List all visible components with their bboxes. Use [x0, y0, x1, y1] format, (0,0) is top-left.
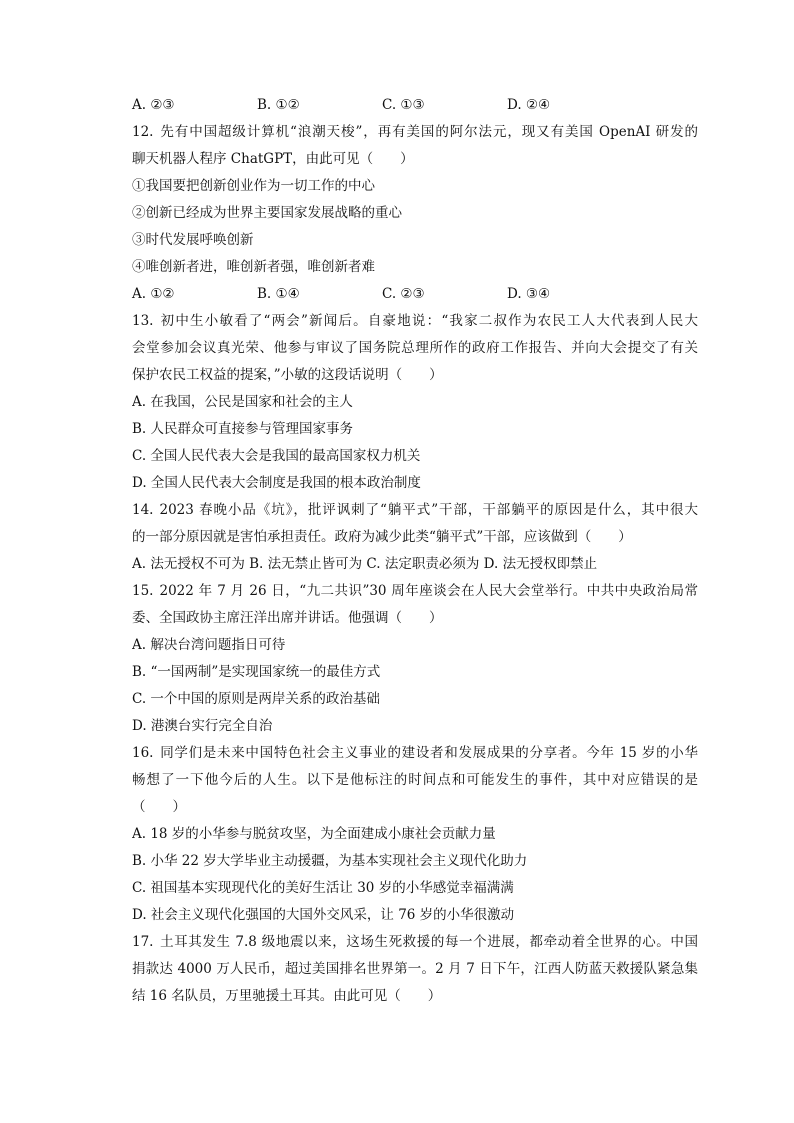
q13-stem-line-2: 会堂参加会议真光荣、他参与审议了国务院总理所作的政府工作报告、并向大会提交了有关: [132, 340, 698, 356]
q14-stem-line-2: 的一部分原因就是害怕承担责任。政府为减少此类“躺平式”干部，应该做到（ ）: [132, 529, 632, 545]
q15-option-d: D. 港澳台实行完全自治: [132, 718, 273, 734]
q12-statement-2: ②创新已经成为世界主要国家发展战略的重心: [132, 205, 402, 221]
q15-option-a: A. 解决台湾问题指日可待: [132, 637, 286, 653]
q13-option-c: C. 全国人民代表大会是我国的最高国家权力机关: [132, 448, 421, 464]
q13-stem-line-3: 保护农民工权益的提案，”小敏的这段话说明（ ）: [132, 367, 443, 383]
q17-stem-line-3: 结 16 名队员，万里驰援土耳其。由此可见（ ）: [132, 988, 442, 1004]
q16-stem-line-1: 16. 同学们是未来中国特色社会主义事业的建设者和发展成果的分享者。今年 15 岁的小华: [132, 745, 698, 761]
q15-stem-line-1: 15. 2022 年 7 月 26 日，“九二共识”30 周年座谈会在人民大会堂举行。中共中央政治局常: [132, 583, 698, 599]
q16-stem-line-3: （ ）: [132, 799, 186, 815]
q16-option-b: B. 小华 22 岁大学毕业主动援疆，为基本实现社会主义现代化助力: [132, 853, 528, 869]
q12-statement-1: ①我国要把创新创业作为一切工作的中心: [132, 178, 375, 194]
q12-option-c: C. ②③: [382, 286, 425, 302]
q12-option-a: A. ①②: [132, 286, 175, 302]
q16-number: 16.: [132, 745, 154, 761]
q14-stem-line-1: 14. 2023 春晚小品《坑》，批评讽刺了“躺平式”干部，干部躺平的原因是什么，其中很大: [132, 502, 698, 518]
q16-option-d: D. 社会主义现代化强国的大国外交风采，让 76 岁的小华很激动: [132, 907, 515, 923]
q16-option-a: A. 18 岁的小华参与脱贫攻坚，为全面建成小康社会贡献力量: [132, 826, 496, 842]
q12-stem-line-2: 聊天机器人程序 ChatGPT，由此可见（ ）: [132, 151, 414, 167]
q13-stem-line-1: 13. 初中生小敏看了“两会”新闻后。自豪地说：“我家二叔作为农民工人大代表到人民大: [132, 313, 698, 329]
q12-statement-3: ③时代发展呼唤创新: [132, 232, 254, 248]
q15-option-b: B. “一国两制”是实现国家统一的最佳方式: [132, 664, 381, 680]
q12-statement-4: ④唯创新者进，唯创新者强，唯创新者难: [132, 259, 375, 275]
q11-option-c: C. ①③: [382, 97, 425, 113]
q13-option-b: B. 人民群众可直接参与管理国家事务: [132, 421, 354, 437]
q12-stem-line-1: 12. 先有中国超级计算机“浪潮天梭”，再有美国的阿尔法元，现又有美国 OpenAI 研发的: [132, 124, 698, 140]
q13-option-d: D. 全国人民代表大会制度是我国的根本政治制度: [132, 475, 421, 491]
q13-option-a: A. 在我国，公民是国家和社会的主人: [132, 394, 353, 410]
q17-stem-line-1: 17. 土耳其发生 7.8 级地震以来，这场生死救援的每一个进展，都牵动着全世界的心。中国: [132, 934, 698, 950]
exam-content: [132, 92, 698, 1010]
q15-number: 15.: [132, 583, 154, 599]
q11-option-d: D. ②④: [507, 97, 551, 113]
q12-number: 12.: [132, 124, 154, 140]
q11-options: [132, 92, 698, 119]
q15-option-c: C. 一个中国的原则是两岸关系的政治基础: [132, 691, 380, 707]
q12-options: [132, 281, 698, 308]
q15-stem-line-2: 委、全国政协主席汪洋出席并讲话。他强调（ ）: [132, 610, 443, 626]
q11-option-a: A. ②③: [132, 97, 175, 113]
q14-options: A. 法无授权不可为 B. 法无禁止皆可为 C. 法定职责必须为 D. 法无授权即禁止: [132, 556, 598, 572]
q13-number: 13.: [132, 313, 154, 329]
q17-stem-line-2: 捐款达 4000 万人民币，超过美国排名世界第一。2 月 7 日下午，江西人防蓝天救援队紧急集: [132, 961, 698, 977]
q16-option-c: C. 祖国基本实现现代化的美好生活让 30 岁的小华感觉幸福满满: [132, 880, 514, 896]
q14-number: 14.: [132, 502, 154, 518]
q17-number: 17.: [132, 934, 154, 950]
q11-option-b: B. ①②: [257, 97, 300, 113]
q12-option-b: B. ①④: [257, 286, 300, 302]
q16-stem-line-2: 畅想了一下他今后的人生。以下是他标注的时间点和可能发生的事件，其中对应错误的是: [132, 772, 698, 788]
q12-option-d: D. ③④: [507, 286, 551, 302]
